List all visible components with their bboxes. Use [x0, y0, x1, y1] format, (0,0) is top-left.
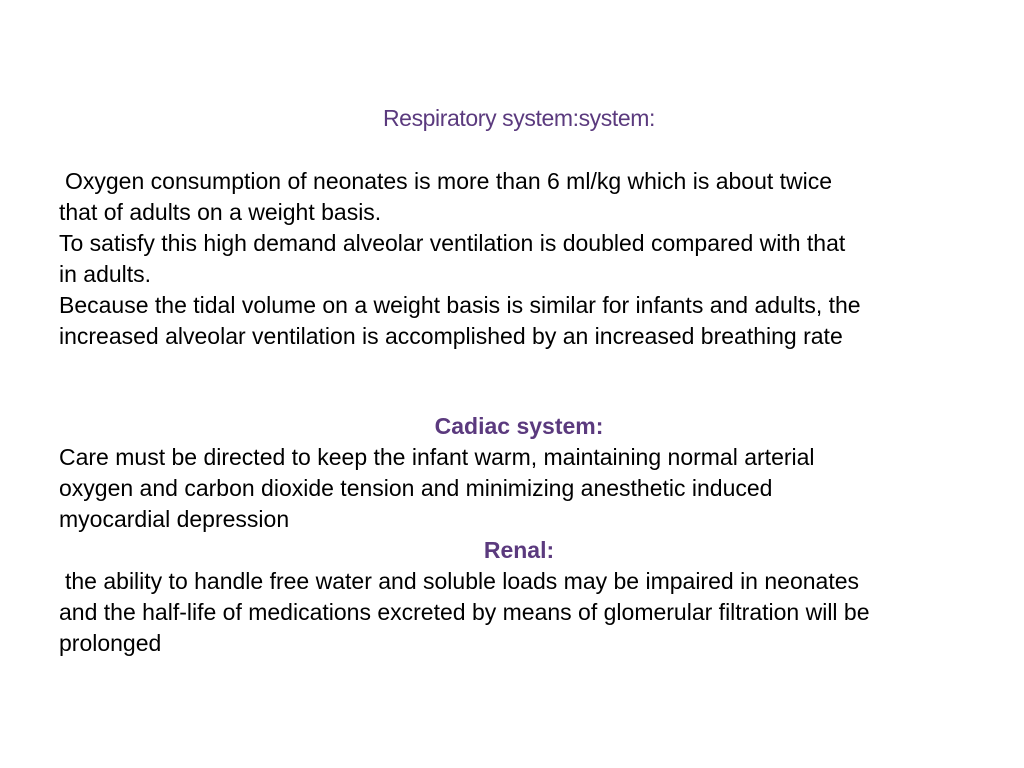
renal-line: prolonged [59, 630, 162, 656]
respiratory-line: increased alveolar ventilation is accomplished by an increased breathing rate [59, 323, 843, 349]
renal-heading: Renal: [483, 537, 555, 563]
respiratory-paragraph [59, 166, 989, 352]
cardiac-line: oxygen and carbon dioxide tension and minimizing anesthetic induced [59, 475, 773, 501]
renal-line: and the half-life of medications excreted by means of glomerular filtration will be [59, 599, 870, 625]
cardiac-paragraph [59, 442, 989, 535]
respiratory-line: Oxygen consumption of neonates is more than 6 ml/kg which is about twice [65, 168, 833, 194]
cardiac-heading: Cadiac system: [434, 413, 604, 439]
respiratory-heading: Respiratory system:system: [382, 105, 656, 131]
respiratory-line: Because the tidal volume on a weight basis is similar for infants and adults, the [59, 292, 861, 318]
renal-line: the ability to handle free water and soluble loads may be impaired in neonates [65, 568, 859, 594]
respiratory-line: that of adults on a weight basis. [59, 199, 382, 225]
respiratory-line: To satisfy this high demand alveolar ventilation is doubled compared with that [59, 230, 846, 256]
respiratory-line: in adults. [59, 261, 152, 287]
renal-paragraph [59, 566, 989, 659]
cardiac-line: Care must be directed to keep the infant warm, maintaining normal arterial [59, 444, 815, 470]
cardiac-line: myocardial depression [59, 506, 290, 532]
